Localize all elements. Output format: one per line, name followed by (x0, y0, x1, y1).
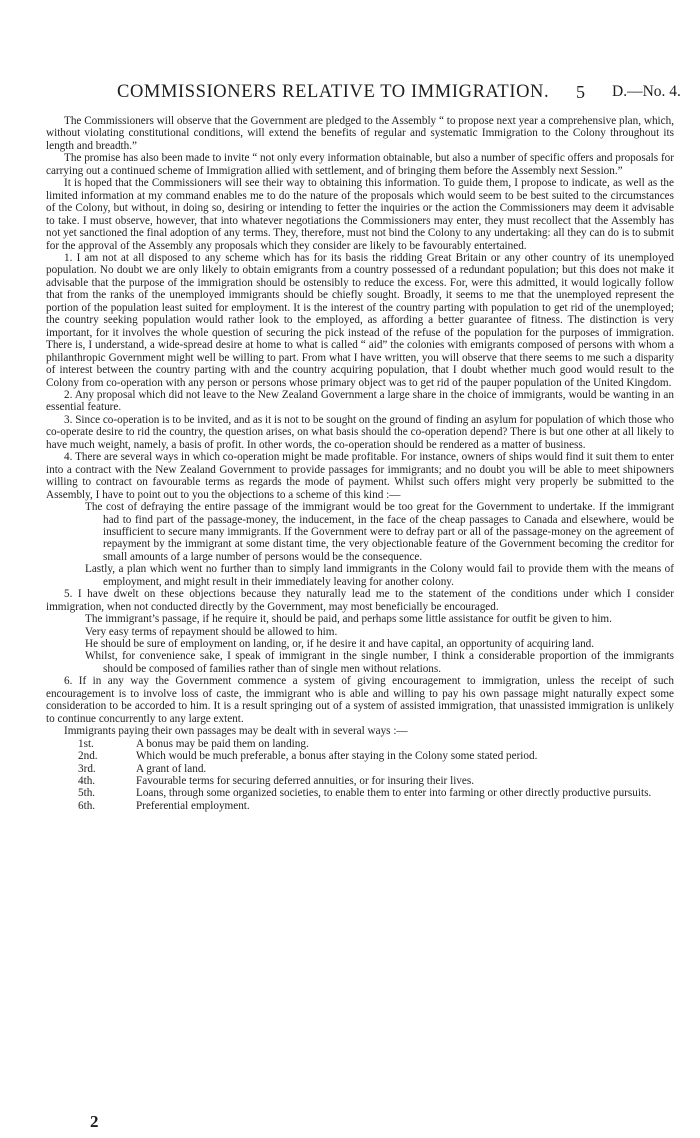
list-item-label: 6th. (78, 799, 96, 812)
ways-list (78, 737, 674, 813)
paragraph-3: 3. Since co-operation is to be invited, and as it is not to be sought on the ground of finding an asylum for population of which those who co-operate desire to rid the country, the question arises, on what basis should the co-operation depend? There is but one other at all likely to have much weight, namely, a basis of profit. In other words, the co-operation should be rendered as a matter of business. (46, 413, 674, 451)
list-item-label: 3rd. (78, 762, 96, 775)
ways-intro: Immigrants paying their own passages may be dealt with in several ways :— (64, 725, 408, 738)
list-item-label: 2nd. (78, 750, 98, 763)
condition-item: Very easy terms of repayment should be allowed to him. (85, 625, 338, 638)
document-reference: D.—No. 4. (612, 83, 681, 100)
list-item-text: Preferential employment. (136, 799, 250, 812)
objection-item: Lastly, a plan which went no further than to simply land immigrants in the Colony would fail to provide them with the means of employment, and might result in their immediately leaving for another colony. (85, 563, 674, 588)
list-item (78, 775, 674, 788)
list-item-text: Which would be much preferable, a bonus after staying in the Colony some stated period. (136, 750, 538, 763)
paragraph-5: 5. I have dwelt on these objections because they naturally lead me to the statement of the conditions under which I consider immigration, when not conducted directly by the Government, may most beneficially be encouraged. (46, 588, 674, 613)
list-item-label: 5th. (78, 787, 96, 800)
paragraph: The Commissioners will observe that the Government are pledged to the Assembly “ to propose next year a comprehensive plan, which, without violating constitutional conditions, will extend the benefits of regular and systematic Immigration to the Colony throughout its length and breadth.” (46, 115, 674, 152)
list-item-text: Favourable terms for securing deferred annuities, or for insuring their lives. (136, 775, 475, 788)
signature-mark: 2 (90, 1112, 99, 1131)
paragraph-2: 2. Any proposal which did not leave to the New Zealand Government a large share in the choice of immigrants, would be wanting in an essential feature. (46, 388, 674, 414)
paragraph-4: 4. There are several ways in which co-operation might be made profitable. For instance, owners of ships would find it suit them to enter into a contract with the New Zealand Government to provide passages for immigrants; and no doubt you will be able to meet shipowners willing to contract on favourable terms as regards the mode of payment. Whilst such offers might very properly be submitted to the Assembly, I have to point out to you the objections to a scheme of this kind :— (46, 451, 674, 501)
list-item-text: A grant of land. (136, 762, 207, 775)
list-item-text: Loans, through some organized societies, to enable them to enter into farming or other directly productive pursuits. (136, 787, 652, 800)
objection-item: The cost of defraying the entire passage of the immigrant would be too great for the Government to undertake. If the immigrant had to find part of the passage-money, the inducement, in the face of the cheap passages to Canada and elsewhere, would be insufficient to secure many immigrants. If the Government were to defray part or all of the passage-money on the agreement of repayment by the immigrant at some distant time, the very objectionable feature of the Government becoming the creditor for small amounts of a large number of persons would be the consequence. (85, 501, 674, 563)
paragraph-6: 6. If in any way the Government commence a system of giving encouragement to immigration, unless the receipt of such encouragement is to involve loss of caste, the immigrant who is able and willing to pay his own passage might naturally expect some consideration to be accorded to him. It is a result springing out of a system of assisted immigration, that unassisted immigration is unlikely to continue concurrently to any large extent. (46, 675, 674, 725)
paragraph-1: 1. I am not at all disposed to any scheme which has for its basis the ridding Great Britain or any other country of its unemployed population. No doubt we are only likely to obtain emigrants from a country possessed of a redundant population; but this does not make it advisable that the purpose of the immigration should be ostensibly to reduce the excess. For, were this admitted, it would logically follow that from the ranks of the unemployed immigrants should be chiefly sought. Broadly, it seems to me that the unemployed represent the portion of the population least suited for employment. It is the interest of the country parting with population to get rid of the unemployed; the country seeking population would rather look to the employed, as affording a better guarantee of fitness. The distinction is very important, for it involves the whole question of securing the pick instead of the refuse of the population for the purposes of immigration. There is, I understand, a wide-spread desire at home to what is called “ aid” the colonies with emigrants composed of persons with whom a philanthropic Government might well be willing to part. From what I have written, you will observe that there seems to me such a disparity of interest between the country parting with and the country acquiring population, that I doubt whether much good would result to the Colony from co-operation with any person or persons whose primary object was to get rid of the pauper population of the United Kingdom. (46, 251, 674, 389)
list-item-text: A bonus may be paid them on landing. (136, 737, 309, 750)
page-title: COMMISSIONERS RELATIVE TO IMMIGRATION. (117, 82, 550, 102)
list-item (78, 799, 674, 812)
page-number: 5 (576, 82, 585, 102)
condition-item: The immigrant’s passage, if he require it, should be paid, and perhaps some little assistance for outfit be given to him. (85, 613, 612, 626)
list-item-label: 4th. (78, 775, 96, 788)
list-item (78, 787, 674, 800)
paragraph: The promise has also been made to invite “ not only every information obtainable, but also a number of specific offers and proposals for carrying out a continued scheme of Immigration allied with settlement, and of bringing them before the Assembly next Session.” (46, 152, 674, 177)
document-body (46, 115, 674, 812)
condition-item: He should be sure of employment on landing, or, if he desire it and have capital, an opportunity of acquiring land. (85, 638, 595, 651)
page-header (60, 82, 688, 106)
list-item-label: 1st. (78, 737, 94, 750)
list-item (78, 762, 674, 775)
list-item (78, 750, 674, 763)
list-item (78, 737, 674, 750)
paragraph: It is hoped that the Commissioners will see their way to obtaining this information. To guide them, I propose to indicate, as well as the limited information at my command enables me to do the nature of the proposals which would seem to be best suited to the circumstances of the Colony, but without, in doing so, desiring or intending to fetter the inquiries or the action the Commissioners may deem it advisable to take. I must observe, however, that into whatever negotiations the Commissioners may enter, they must recollect that the Assembly has not yet sanctioned the final adoption of any terms. They, therefore, must not bind the Colony to any undertaking: all they can do is to submit for the approval of the Assembly any proposals which they consider are likely to be favourably entertained. (46, 177, 674, 252)
condition-item: Whilst, for convenience sake, I speak of immigrant in the single number, I think a considerable proportion of the immigrants should be composed of families rather than of single men without relations. (85, 650, 674, 675)
